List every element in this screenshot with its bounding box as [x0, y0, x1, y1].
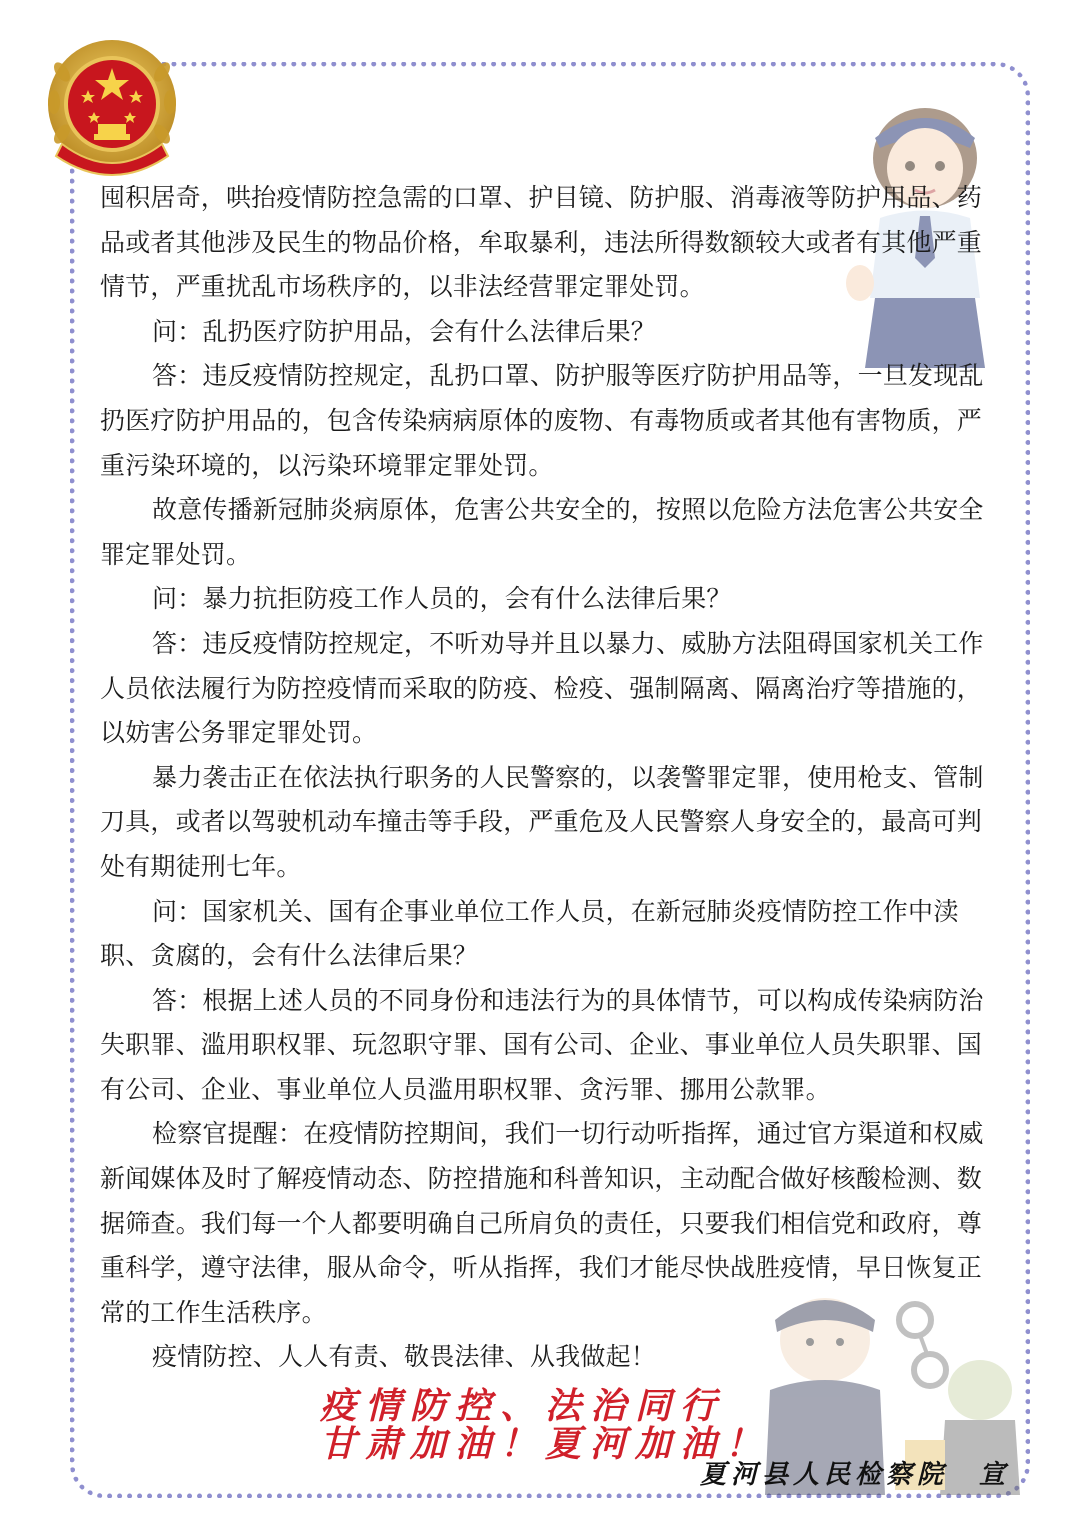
procuratorate-emblem-icon — [42, 32, 182, 182]
signature: 夏河县人民检察院 宣 — [700, 1460, 1011, 1490]
paragraph: 问：乱扔医疗防护用品，会有什么法律后果？ — [152, 316, 657, 346]
paragraph: 答：违反疫情防控规定，乱扔口罩、防护服等医疗防护用品等，一旦发现乱扔医疗防护用品的，包含传染病病原体的废物、有毒物质或者其他有害物质，严重污染环境的，以污染环境罪定罪处罚。 — [100, 361, 984, 480]
paragraph: 答：根据上述人员的不同身份和违法行为的具体情节，可以构成传染病防治失职罪、滥用职权罪、玩忽职守罪、国有公司、企业、事业单位人员失职罪、国有公司、企业、事业单位人员滥用职权罪、贪污罪、挪用公款罪。 — [100, 985, 984, 1104]
paragraph: 故意传播新冠肺炎病原体，危害公共安全的，按照以危险方法危害公共安全罪定罪处罚。 — [100, 495, 984, 569]
paragraph: 囤积居奇，哄抬疫情防控急需的口罩、护目镜、防护服、消毒液等防护用品、药品或者其他涉及民生的物品价格，牟取暴利，违法所得数额较大或者有其他严重情节，严重扰乱市场秩序的，以非法经营罪定罪处罚。 — [100, 183, 983, 302]
paragraph: 检察官提醒：在疫情防控期间，我们一切行动听指挥，通过官方渠道和权威新闻媒体及时了解疫情动态、防控措施和科普知识，主动配合做好核酸检测、数据筛查。我们每一个人都要明确自己所肩负的责任，只要我们相信党和政府，尊重科学，遵守法律，服从命令，听从指挥，我们才能尽快战胜疫情，早日恢复正常的工作生活秩序。 — [100, 1119, 984, 1327]
paragraph: 答：违反疫情防控规定，不听劝导并且以暴力、威胁方法阻碍国家机关工作人员依法履行为防控疫情而采取的防疫、检疫、强制隔离、隔离治疗等措施的，以妨害公务罪定罪处罚。 — [100, 628, 984, 748]
article-body — [100, 176, 1000, 1380]
slogan-line-2: 甘肃加油！夏河加油！ — [320, 1423, 771, 1465]
paragraph: 暴力袭击正在依法执行职务的人民警察的，以袭警罪定罪，使用枪支、管制刀具，或者以驾驶机动车撞击等手段，严重危及人民警察人身安全的，最高可判处有期徒刑七年。 — [100, 762, 984, 881]
slogan-line-1: 疫情防控、法治同行 — [320, 1385, 726, 1427]
paragraph: 问：国家机关、国有企事业单位工作人员，在新冠肺炎疫情防控工作中渎职、贪腐的，会有什么法律后果？ — [100, 896, 959, 971]
paragraph: 问：暴力抗拒防疫工作人员的，会有什么法律后果？ — [152, 584, 732, 614]
paragraph: 疫情防控、人人有责、敬畏法律、从我做起！ — [152, 1342, 657, 1372]
